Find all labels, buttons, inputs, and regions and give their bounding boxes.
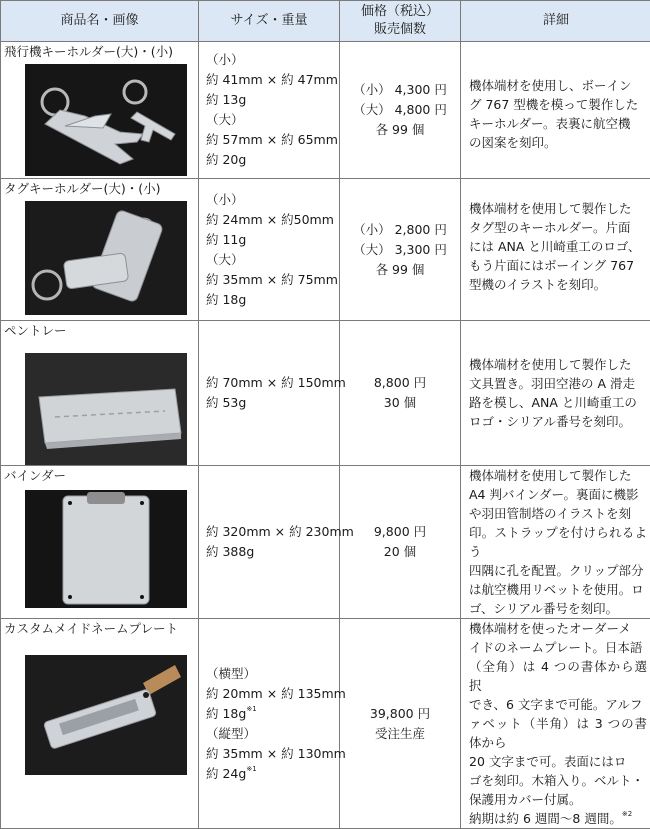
detail-line: 文具置き。羽田空港の A 滑走: [469, 374, 647, 393]
product-cell: [1, 42, 199, 179]
detail-cell: [461, 619, 650, 829]
size-line: 約 388g: [206, 542, 339, 562]
note-mark: ※2: [622, 810, 632, 818]
detail-line: や羽田管制塔のイラストを刻: [469, 504, 647, 523]
header-name: 商品名・画像: [1, 1, 199, 42]
price-cell: [340, 466, 461, 619]
size-line: 約 57mm × 約 65mm: [206, 130, 339, 150]
table-row: [1, 619, 650, 829]
size-line: 約 11g: [206, 230, 339, 250]
detail-line: 20 文字まで可。表面にはロ: [469, 752, 647, 771]
detail-line: 型機のイラストを刻印。: [469, 275, 647, 294]
detail-line: 四隅に孔を配置。クリップ部分: [469, 561, 647, 580]
tag-keychain-photo: [25, 201, 187, 315]
binder-photo: [25, 490, 187, 608]
size-weight: 約 18g: [206, 706, 246, 721]
size-cell: [199, 619, 340, 829]
size-line: （小）: [206, 50, 339, 70]
detail-line: 路を模し、ANA と川崎重工の: [469, 393, 647, 412]
table-row: [1, 321, 650, 466]
size-line: 約 13g: [206, 90, 339, 110]
price-line: （小） 2,800 円: [340, 220, 460, 240]
detail-cell: [461, 321, 650, 466]
detail-line: でき、6 文字まで可能。アルフ: [469, 695, 647, 714]
note-mark: ※1: [246, 765, 256, 773]
size-line: 約 18g: [206, 290, 339, 310]
header-size: サイズ・重量: [199, 1, 340, 42]
header-price: [340, 1, 461, 42]
detail-line: A4 判バインダー。裏面に機影: [469, 485, 647, 504]
detail-line: 機体端材を使用して製作した: [469, 199, 647, 218]
size-weight-line: [206, 764, 339, 784]
header-detail: 詳細: [461, 1, 650, 42]
price-line: （大） 3,300 円: [340, 240, 460, 260]
size-line: （横型）: [206, 664, 339, 684]
size-cell: [199, 179, 340, 321]
detail-line: は航空機用リベットを使用。ロ: [469, 580, 647, 599]
product-cell: [1, 321, 199, 466]
size-line: 約 53g: [206, 393, 339, 413]
detail-line: タグ型のキーホルダー。片面: [469, 218, 647, 237]
price-line: 20 個: [340, 542, 460, 562]
size-line: 約 70mm × 約 150mm: [206, 373, 339, 393]
size-cell: [199, 321, 340, 466]
size-line: 約 41mm × 約 47mm: [206, 70, 339, 90]
detail-line: 機体端材を使用して製作した: [469, 355, 647, 374]
note-mark: ※1: [246, 705, 256, 713]
table-row: [1, 179, 650, 321]
price-line: （大） 4,800 円: [340, 100, 460, 120]
detail-line: 納期は約 6 週間〜8 週間。: [469, 811, 622, 826]
product-cell: [1, 179, 199, 321]
price-line: （小） 4,300 円: [340, 80, 460, 100]
product-cell: [1, 466, 199, 619]
detail-line: 保護用カバー付属。: [469, 790, 647, 809]
detail-line: の図案を刻印。: [469, 133, 647, 152]
detail-line: ァベット（半角）は 3 つの書体から: [469, 714, 647, 752]
price-line: 受注生産: [340, 724, 460, 744]
price-line: 39,800 円: [340, 704, 460, 724]
product-name: カスタムメイドネームプレート: [1, 619, 198, 637]
detail-cell: [461, 42, 650, 179]
product-name: 飛行機キーホルダー(大)・(小): [1, 42, 198, 60]
detail-line: ゴを刻印。木箱入り。ベルト・: [469, 771, 647, 790]
size-line: 約 24mm × 約50mm: [206, 210, 339, 230]
price-cell: [340, 321, 461, 466]
product-name: バインダー: [1, 466, 198, 484]
size-line: 約 20mm × 約 135mm: [206, 684, 339, 704]
detail-line: （全角）は 4 つの書体から選択: [469, 657, 647, 695]
price-line: 各 99 個: [340, 260, 460, 280]
detail-cell: [461, 466, 650, 619]
product-cell: [1, 619, 199, 829]
price-line: 8,800 円: [340, 373, 460, 393]
size-line: （大）: [206, 110, 339, 130]
detail-line: ゴ、シリアル番号を刻印。: [469, 599, 647, 618]
detail-line: 機体端材を使ったオーダーメ: [469, 619, 647, 638]
size-cell: [199, 42, 340, 179]
detail-line: 印。ストラップを付けられるよう: [469, 523, 647, 561]
detail-line: イドのネームプレート。日本語: [469, 638, 647, 657]
table-header-row: [1, 1, 650, 42]
detail-line: ロゴ・シリアル番号を刻印。: [469, 412, 647, 431]
product-name: ペントレー: [1, 321, 198, 339]
size-weight: 約 24g: [206, 766, 246, 781]
size-line: 約 35mm × 約 75mm: [206, 270, 339, 290]
table-row: [1, 466, 650, 619]
size-cell: [199, 466, 340, 619]
size-weight-line: [206, 704, 339, 724]
size-line: （縦型）: [206, 724, 339, 744]
price-cell: [340, 179, 461, 321]
detail-line: キーホルダー。表裏に航空機: [469, 114, 647, 133]
size-line: 約 320mm × 約 230mm: [206, 522, 339, 542]
size-line: 約 35mm × 約 130mm: [206, 744, 339, 764]
header-price-line1: 価格（税込）: [340, 3, 460, 21]
size-line: （大）: [206, 250, 339, 270]
price-line: 各 99 個: [340, 120, 460, 140]
detail-line: 機体端材を使用し、ボーイン: [469, 76, 647, 95]
airplane-keychain-photo: [25, 64, 187, 176]
detail-line: グ 767 型機を模って製作した: [469, 95, 647, 114]
pen-tray-photo: [25, 353, 187, 465]
price-cell: [340, 42, 461, 179]
price-line: 9,800 円: [340, 522, 460, 542]
size-line: 約 20g: [206, 150, 339, 170]
name-plate-photo: [25, 655, 187, 775]
detail-cell: [461, 179, 650, 321]
size-line: （小）: [206, 190, 339, 210]
detail-line: もう片面にはボーイング 767: [469, 256, 647, 275]
detail-line-with-note: [469, 809, 647, 828]
table-row: [1, 42, 650, 179]
product-name: タグキーホルダー(大)・(小): [1, 179, 198, 197]
detail-line: 機体端材を使用して製作した: [469, 466, 647, 485]
header-price-line2: 販売個数: [340, 21, 460, 39]
detail-line: には ANA と川崎重工のロゴ、: [469, 237, 647, 256]
price-cell: [340, 619, 461, 829]
price-line: 30 個: [340, 393, 460, 413]
